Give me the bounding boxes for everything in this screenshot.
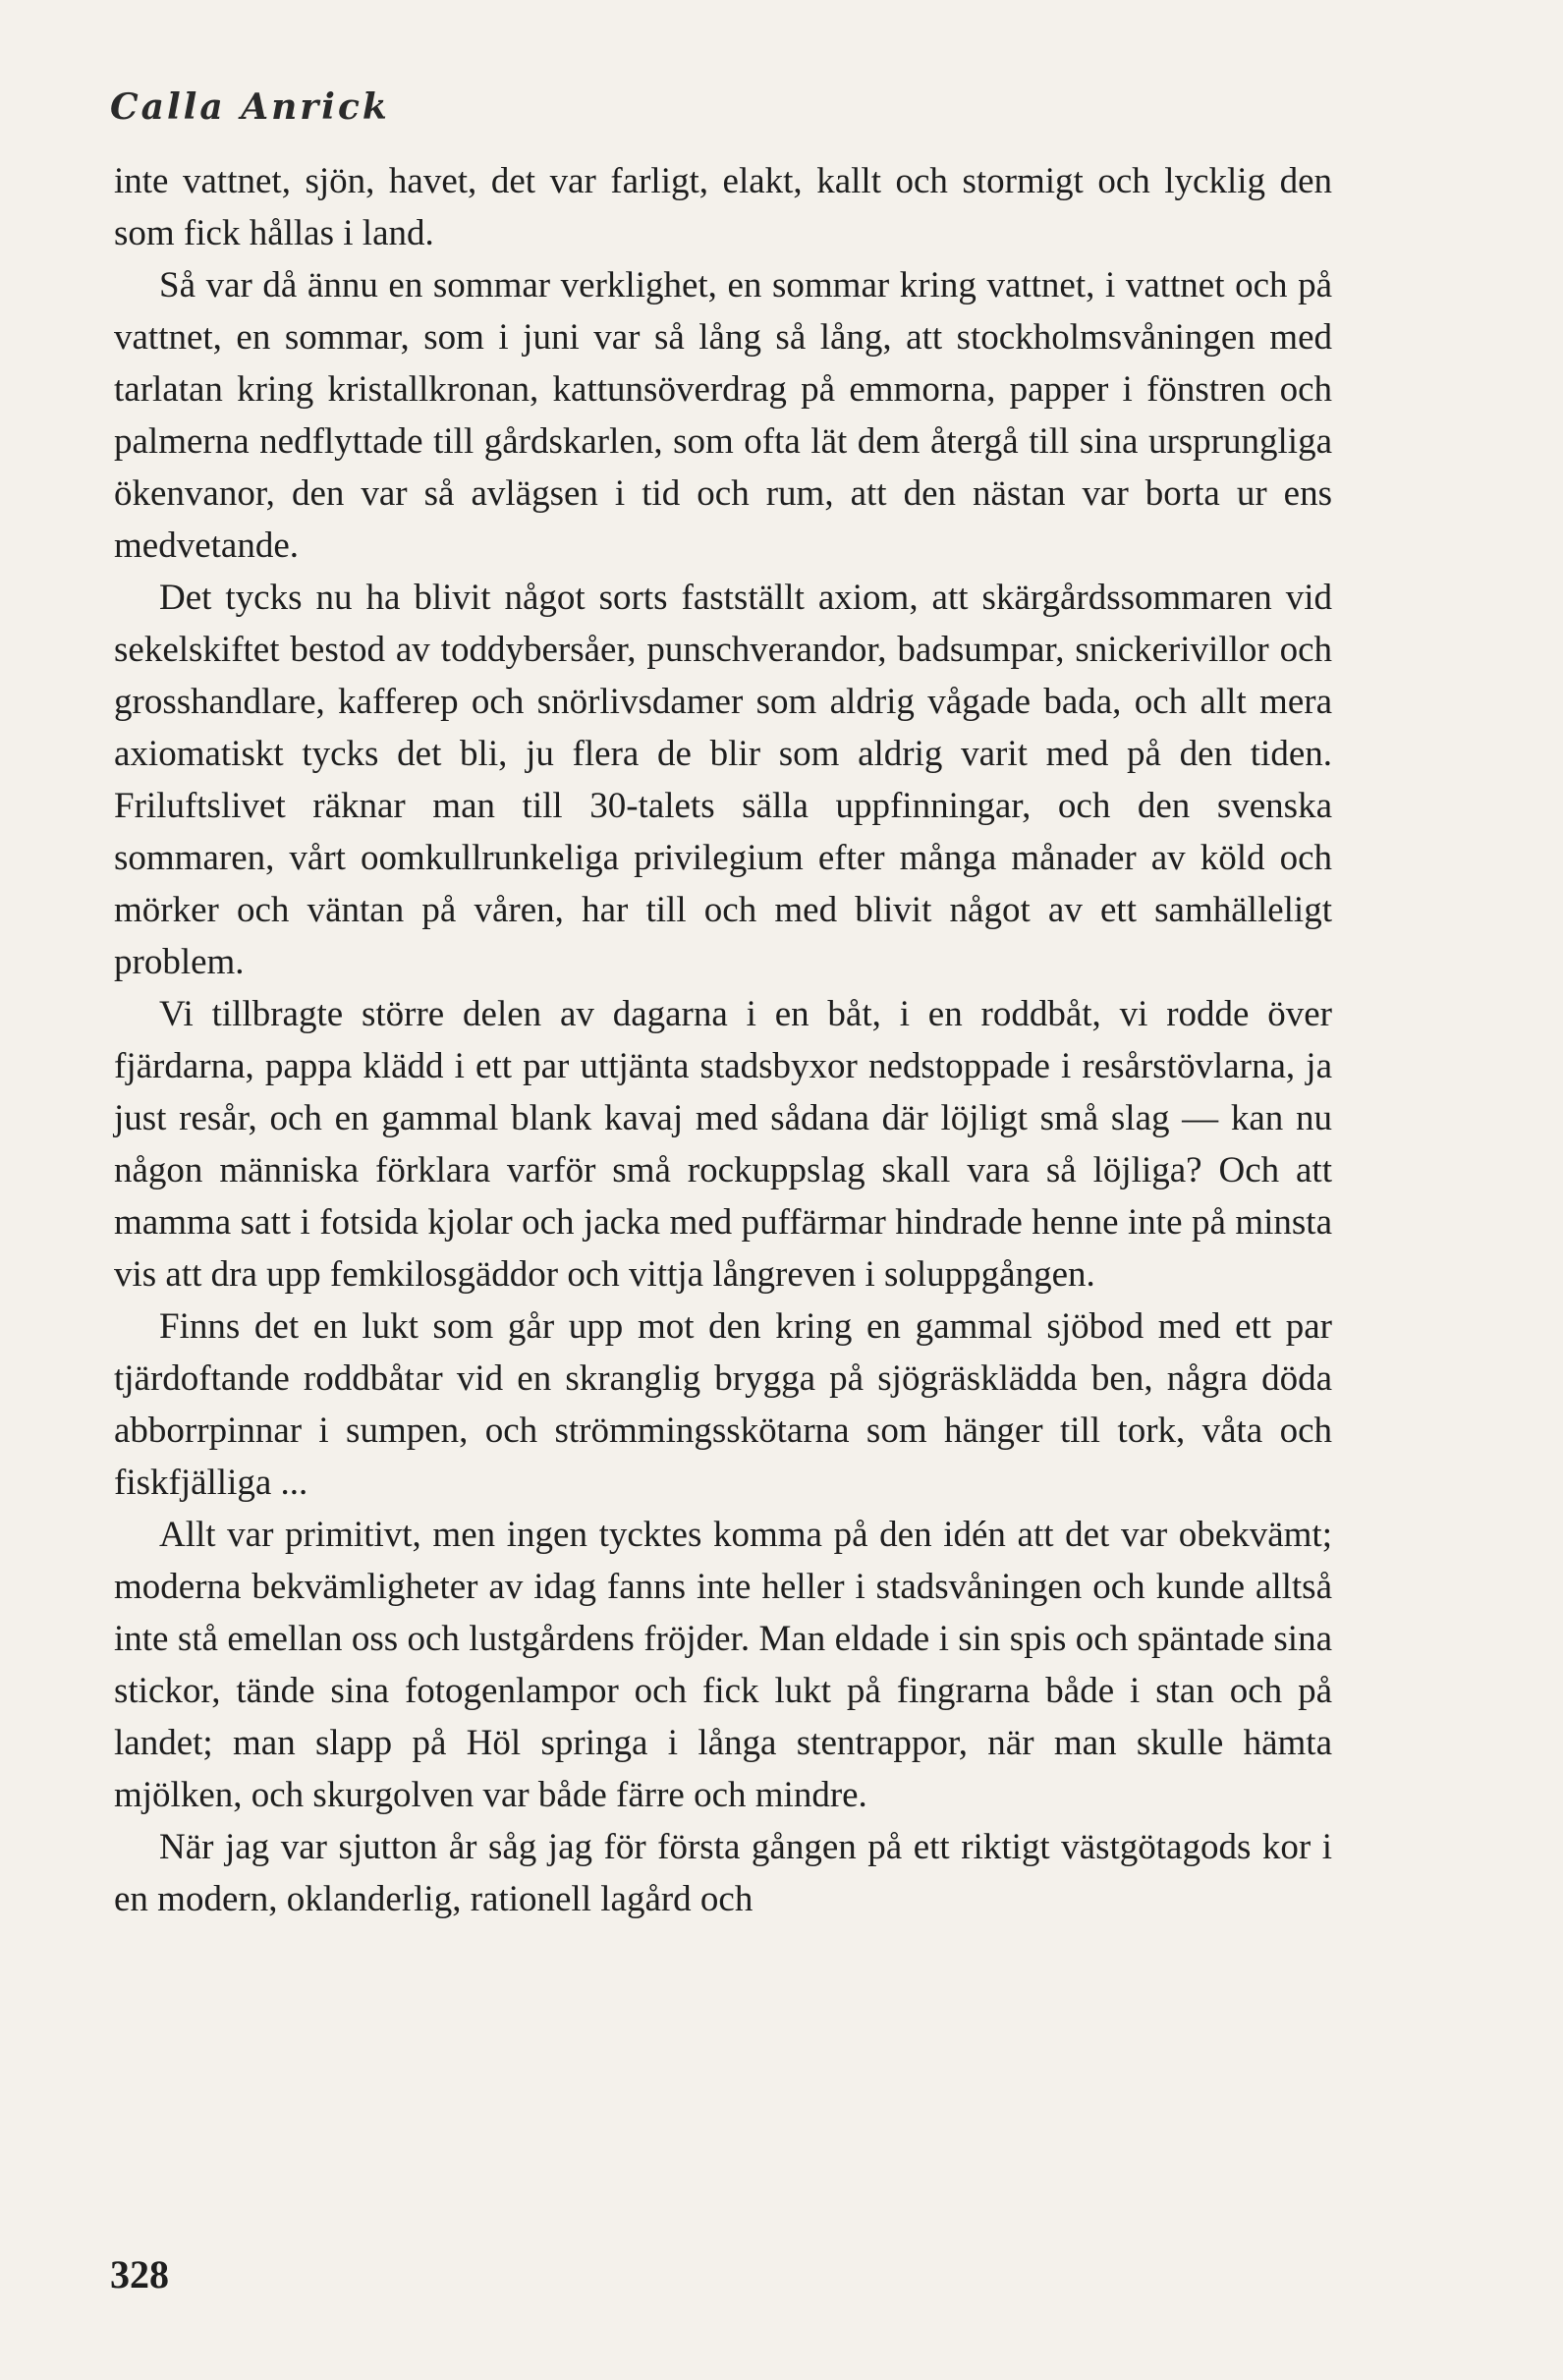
paragraph: Finns det en lukt som går upp mot den kring en gammal sjöbod med ett par tjärdoftande roddbåtar vid en skranglig brygga på sjögräsklädda ben, några döda abborrpinnar i sumpen, och strömmingsskötarna som hänger till tork, våta och fiskfjälliga ... <box>114 1306 1332 1503</box>
paragraph: Allt var primitivt, men ingen tycktes komma på den idén att det var obekvämt; moderna bekvämligheter av idag fanns inte heller i stadsvåningen och kunde alltså inte stå emellan oss och lustgårdens fröjder. Man eldade i sin spis och späntade sina stickor, tände sina fotogenlampor och fick lukt på fingrarna både i stan och på landet; man slapp på Höl springa i långa stentrappor, när man skulle hämta mjölken, och skurgolven var både färre och mindre. <box>114 1515 1332 1815</box>
paragraph: Så var då ännu en sommar verklighet, en sommar kring vattnet, i vattnet och på vattnet, en sommar, som i juni var så lång så lång, att stockholmsvåningen med tarlatan kring kristallkronan, kattunsöverdrag på emmorna, papper i fönstren och palmerna nedflyttade till gårdskarlen, som ofta lät dem återgå till sina ursprungliga ökenvanor, den var så avlägsen i tid och rum, att den nästan var borta ur ens medvetande. <box>114 265 1332 566</box>
body-text <box>114 155 1332 1925</box>
paragraph: Vi tillbragte större delen av dagarna i en båt, i en roddbåt, vi rodde över fjärdarna, pappa klädd i ett par uttjänta stadsbyxor nedstoppade i resårstövlarna, ja just resår, och en gammal blank kavaj med sådana där löjligt små slag — kan nu någon människa förklara varför små rockuppslag skall vara så löjliga? Och att mamma satt i fotsida kjolar och jacka med puffärmar hindrade henne inte på minsta vis att dra upp femkilosgäddor och vittja långreven i soluppgången. <box>114 994 1332 1295</box>
paragraph: När jag var sjutton år såg jag för första gången på ett riktigt västgötagods kor i en modern, oklanderlig, rationell lagård och <box>114 1827 1332 1919</box>
paragraph: Det tycks nu ha blivit något sorts fastställt axiom, att skärgårdssommaren vid sekelskiftet bestod av toddybersåer, punschverandor, badsumpar, snickerivillor och grosshandlare, kafferep och snörlivsdamer som aldrig vågade bada, och allt mera axiomatiskt tycks det bli, ju flera de blir som aldrig varit med på den tiden. Friluftslivet räknar man till 30-talets sälla uppfinningar, och den svenska sommaren, vårt oomkullrunkeliga privilegium efter många månader av köld och mörker och väntan på våren, har till och med blivit något av ett samhälleligt problem. <box>114 578 1332 982</box>
paragraph: inte vattnet, sjön, havet, det var farligt, elakt, kallt och stormigt och lycklig den som fick hållas i land. <box>114 161 1332 253</box>
page-number: 328 <box>110 2252 169 2297</box>
running-header: Calla Anrick <box>110 86 390 128</box>
